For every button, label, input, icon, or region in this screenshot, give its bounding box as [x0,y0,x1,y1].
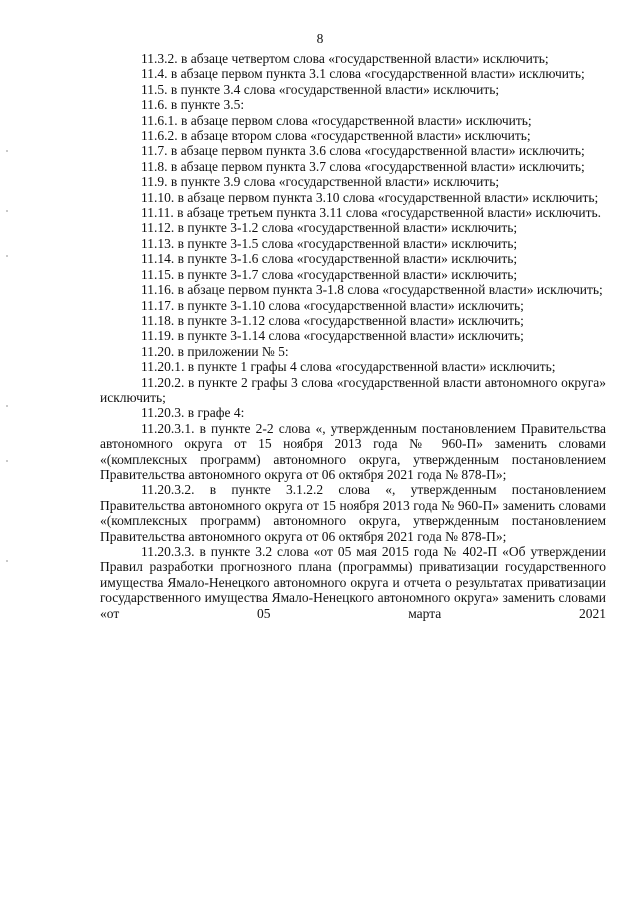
paragraph-11-12: 11.12. в пункте 3-1.2 слова «государственной власти» исключить; [141,220,518,236]
paragraph-11-16: 11.16. в абзаце первом пункта 3-1.8 слова «государственной власти» исключить; [141,282,603,298]
paragraph-11-7: 11.7. в абзаце первом пункта 3.6 слова «государственной власти» исключить; [141,143,585,159]
paragraph-11-6-2: 11.6.2. в абзаце втором слова «государственной власти» исключить; [141,128,531,144]
paragraph-11-10: 11.10. в абзаце первом пункта 3.10 слова «государственной власти» исключить; [141,189,599,205]
paragraph-11-20-2: 11.20.2. в пункте 2 графы 3 слова «государственной власти автономного округа» исключить; [100,374,606,405]
paragraph-11-19: 11.19. в пункте 3-1.14 слова «государственной власти» исключить; [141,328,524,344]
paragraph-11-6-1: 11.6.1. в абзаце первом слова «государственной власти» исключить; [141,112,532,128]
paragraph-11-18: 11.18. в пункте 3-1.12 слова «государственной власти» исключить; [141,312,524,328]
paragraph-11-20-3-1: 11.20.3.1. в пункте 2-2 слова «, утвержденным постановлением Правительства автономного округа от 15 ноября 2013 года № 960-П» заменить словами «(комплексных программ) автономного округа, утвержденным постановлением Правительства автономного округа от 06 октября 2021 года № 878-П»; [100,420,606,482]
document-body [100,51,606,621]
margin-scan-marks [6,0,10,905]
paragraph-11-13: 11.13. в пункте 3-1.5 слова «государственной власти» исключить; [141,235,518,251]
paragraph-11-15: 11.15. в пункте 3-1.7 слова «государственной власти» исключить; [141,266,518,282]
paragraph-11-6: 11.6. в пункте 3.5: [141,97,245,113]
page-number: 8 [316,31,324,46]
paragraph-11-4: 11.4. в абзаце первом пункта 3.1 слова «государственной власти» исключить; [141,66,585,82]
paragraph-11-3-2: 11.3.2. в абзаце четвертом слова «государственной власти» исключить; [141,51,549,66]
paragraph-11-11: 11.11. в абзаце третьем пункта 3.11 слова «государственной власти» исключить. [141,205,602,221]
paragraph-11-9: 11.9. в пункте 3.9 слова «государственной власти» исключить; [141,174,500,190]
paragraph-11-8: 11.8. в абзаце первом пункта 3.7 слова «государственной власти» исключить; [141,158,585,174]
paragraph-11-20-3-3: 11.20.3.3. в пункте 3.2 слова «от 05 мая 2015 года № 402-П «Об утверждении Правил разработки прогнозного плана (программы) приватизации государственного имущества Ямало-Ненецкого автономного округа и отчета о результатах приватизации государственного имущества Ямало-Ненецкого автономного округа» заменить словами «от 05 марта 2021 [100,544,606,621]
paragraph-11-20-1: 11.20.1. в пункте 1 графы 4 слова «государственной власти» исключить; [141,359,556,375]
paragraph-11-17: 11.17. в пункте 3-1.10 слова «государственной власти» исключить; [141,297,524,313]
paragraph-11-20: 11.20. в приложении № 5: [141,343,289,359]
paragraph-11-5: 11.5. в пункте 3.4 слова «государственной власти» исключить; [141,81,500,97]
paragraph-11-20-3: 11.20.3. в графе 4: [141,405,245,421]
paragraph-11-20-3-2: 11.20.3.2. в пункте 3.1.2.2 слова «, утвержденным постановлением Правительства автономного округа от 15 ноября 2013 года № 960-П» заменить словами «(комплексных программ) автономного округа, утвержденным постановлением Правительства автономного округа от 06 октября 2021 года № 878-П»; [100,482,606,544]
paragraph-11-14: 11.14. в пункте 3-1.6 слова «государственной власти» исключить; [141,251,518,267]
